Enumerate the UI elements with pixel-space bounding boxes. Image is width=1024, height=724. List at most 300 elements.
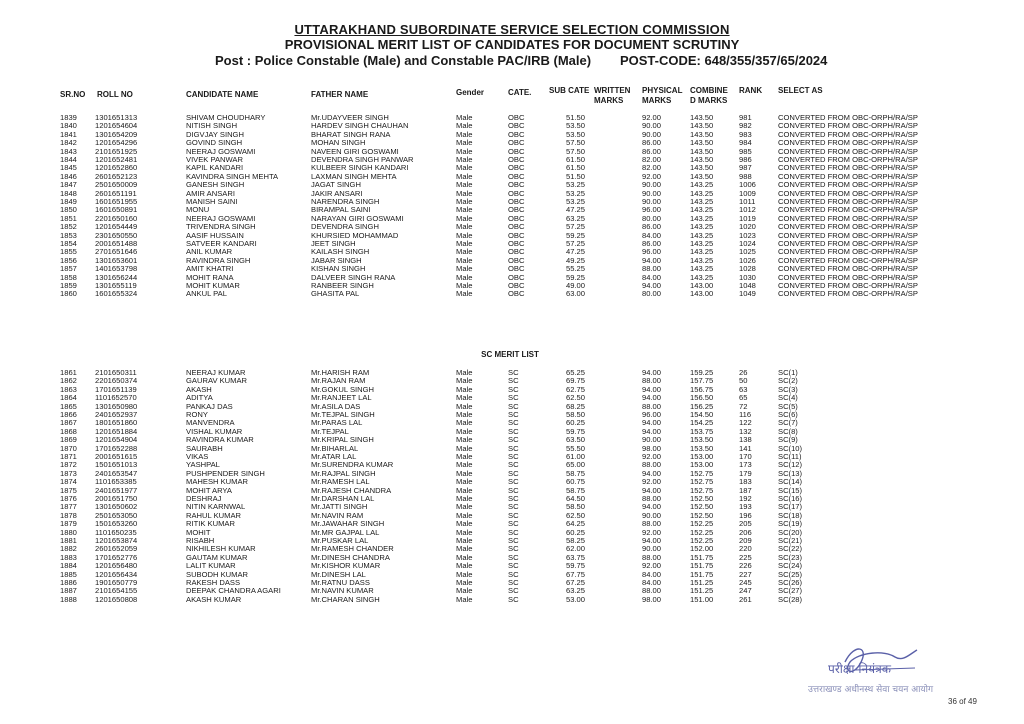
cell: Male [456,418,473,428]
col-combined-marks: COMBINE D MARKS [690,86,728,105]
cell: NIKHILESH KUMAR [186,544,256,554]
cell: 143.25 [690,230,714,240]
cell: Male [456,443,473,453]
cell: 2501650009 [95,180,138,190]
cell: 187 [739,485,752,495]
cell: 152.25 [690,536,714,545]
cell: 84.00 [642,569,662,579]
cell: 55.25 [566,264,586,274]
cell: 1857 [60,264,77,274]
cell: 1863 [60,384,77,394]
cell: SC(14) [778,477,803,487]
cell: 1880 [60,527,77,537]
cell: 1851 [60,213,77,223]
cell: SC(26) [778,578,803,587]
cell: OBC [508,222,525,232]
cell: Mr.RAMESH LAL [311,477,370,487]
cell: 92.00 [642,561,662,571]
cell: 152.50 [690,494,714,503]
cell: Male [456,281,473,290]
cell: SC(17) [778,502,803,512]
cell: SC [508,536,519,545]
cell: LALIT KUMAR [186,561,236,571]
cell: Male [456,180,473,190]
cell: 1020 [739,222,756,232]
col-physical-marks: PHYSICAL MARKS [642,86,683,105]
cell: 1701652288 [95,443,138,453]
cell: OBC [508,281,525,290]
cell: 49.00 [566,281,586,290]
cell: Male [456,527,473,537]
cell: 2201650374 [95,376,138,386]
cell: 2201650160 [95,213,138,223]
cell: 1049 [739,289,756,299]
cell: CONVERTED FROM OBC-ORPH/RA/SP [778,239,918,248]
cell: OBC [508,113,525,122]
cell: 1861 [60,368,77,377]
cell: Male [456,146,473,156]
cell: 1841 [60,129,77,139]
cell: OBC [508,188,525,198]
cell: 151.75 [690,569,714,579]
cell: 57.50 [566,146,586,156]
cell: 90.00 [642,544,662,554]
cell: SC(6) [778,410,798,419]
cell: 1868 [60,426,77,436]
cell: 94.00 [642,384,662,394]
cell: NARENDRA SINGH [311,197,380,206]
cell: JAKIR ANSARI [311,188,363,198]
cell: 1201651884 [95,426,138,436]
cell: Male [456,222,473,232]
cell: 2001651615 [95,452,138,461]
cell: NEERAJ GOSWAMI [186,146,256,156]
cell: 50 [739,376,748,386]
col-father-name: FATHER NAME [311,90,369,99]
cell: Mr.JATTI SINGH [311,502,368,512]
cell: GAUTAM KUMAR [186,552,248,562]
cell: 80.00 [642,213,662,223]
cell: 143.50 [690,121,714,131]
cell: OBC [508,213,525,223]
cell: Mr.ASILA DAS [311,401,361,411]
cell: SAURABH [186,443,223,453]
cell: 72 [739,401,748,411]
cell: 981 [739,113,752,122]
cell: CONVERTED FROM OBC-ORPH/RA/SP [778,289,918,299]
cell: 1048 [739,281,756,290]
cell: 1874 [60,477,77,487]
cell: 55.50 [566,443,586,453]
cell: DIGVJAY SINGH [186,129,244,139]
cell: 122 [739,418,752,428]
cell: OBC [508,264,525,274]
cell: MANVENDRA [186,418,235,428]
cell: Mr.NAVIN RAM [311,510,364,520]
cell: 1301650602 [95,502,138,512]
cell: SC(25) [778,569,803,579]
cell: 1843 [60,146,77,156]
cell: 1030 [739,272,756,282]
cell: 1101652570 [95,393,137,403]
cell: 47.25 [566,205,586,215]
cell: 2601652123 [95,171,138,181]
col-category: CATE. [508,88,532,97]
cell: 1301656244 [95,272,138,282]
cell: 143.50 [690,163,714,173]
cell: 60.25 [566,418,586,428]
cell: CONVERTED FROM OBC-ORPH/RA/SP [778,155,918,164]
cell: 143.25 [690,272,714,282]
cell: 156.75 [690,384,714,394]
cell: 1884 [60,561,77,571]
cell: Mr.RAJAN RAM [311,376,366,386]
cell: Mr.JAWAHAR SINGH [311,519,385,529]
cell: 94.00 [642,468,662,478]
cell: 193 [739,502,752,512]
cell: SC [508,477,519,487]
cell: SC [508,418,519,428]
cell: 138 [739,435,752,445]
cell: Mr.HARISH RAM [311,368,370,377]
cell: Male [456,188,473,198]
cell: Male [456,569,473,579]
cell: Male [456,426,473,436]
cell: RONY [186,410,208,419]
cell: SC(24) [778,561,803,571]
cell: 1201654904 [95,435,138,445]
cell: 90.00 [642,435,662,445]
cell: 63.25 [566,213,586,223]
cell: 225 [739,552,752,562]
cell: Mr.SURENDRA KUMAR [311,460,394,470]
cell: SC [508,502,519,512]
cell: 2001651488 [95,239,138,248]
cell: 143.25 [690,247,714,257]
cell: Male [456,255,473,265]
cell: 1867 [60,418,77,428]
cell: 985 [739,146,752,156]
cell: Male [456,289,473,299]
cell: SC [508,510,519,520]
cell: 2301650550 [95,230,138,240]
cell: 1866 [60,410,77,419]
cell: NARAYAN GIRI GOSWAMI [311,213,404,223]
cell: 61.50 [566,163,586,173]
cell: 2401653547 [95,468,138,478]
cell: SC [508,519,519,529]
col-rank: RANK [739,86,763,95]
cell: CONVERTED FROM OBC-ORPH/RA/SP [778,264,918,274]
cell: DALVEER SINGH RANA [311,272,396,282]
table-row [0,596,1024,604]
commission-name: UTTARAKHAND SUBORDINATE SERVICE SELECTION COMMISSION [294,22,730,37]
cell: Male [456,247,473,257]
cell: RAKESH DASS [186,578,241,587]
cell: GANESH SINGH [186,180,245,190]
col-subcategory: SUB CATE [549,86,590,95]
cell: 1882 [60,544,77,554]
cell: 94.00 [642,426,662,436]
cell: 51.50 [566,113,586,122]
cell: AMIT KHATRI [186,264,234,274]
cell: 82.00 [642,155,662,164]
cell: CONVERTED FROM OBC-ORPH/RA/SP [778,281,918,290]
cell: Mr.RATNU DASS [311,578,370,587]
cell: OBC [508,197,525,206]
cell: ANIL KUMAR [186,247,233,257]
cell: Mr.GOKUL SINGH [311,384,375,394]
cell: 1024 [739,239,756,248]
cell: 49.25 [566,255,586,265]
cell: 1876 [60,494,77,503]
cell: Male [456,460,473,470]
page-number: 36 of 49 [948,697,977,706]
cell: SC(22) [778,544,803,554]
cell: 1201652481 [95,155,138,164]
col-candidate-name: CANDIDATE NAME [186,90,259,99]
cell: 88.00 [642,264,662,274]
cell: 53.25 [566,188,586,198]
cell: MOHIT KUMAR [186,281,240,290]
cell: SC [508,485,519,495]
cell: 1011 [739,197,756,206]
cell: OBC [508,129,525,139]
cell: Male [456,561,473,571]
cell: Male [456,502,473,512]
cell: 90.00 [642,510,662,520]
cell: CONVERTED FROM OBC-ORPH/RA/SP [778,138,918,148]
cell: 88.00 [642,519,662,529]
cell: SC [508,368,519,377]
cell: 1840 [60,121,77,131]
cell: Male [456,410,473,419]
cell: 1852 [60,222,77,232]
cell: CONVERTED FROM OBC-ORPH/RA/SP [778,272,918,282]
cell: 47.25 [566,247,586,257]
cell: 65 [739,393,748,403]
cell: 88.00 [642,376,662,386]
cell: 62.50 [566,393,586,403]
cell: 205 [739,519,752,529]
cell: VIKAS [186,452,209,461]
cell: 92.00 [642,452,662,461]
cell: Male [456,155,473,164]
cell: 62.75 [566,384,586,394]
cell: 60.25 [566,527,586,537]
cell: RAHUL KUMAR [186,510,241,520]
cell: 143.50 [690,146,714,156]
cell: 153.50 [690,435,714,445]
cell: 153.00 [690,452,714,461]
cell: 58.75 [566,468,586,478]
cell: 59.25 [566,272,586,282]
cell: 153.00 [690,460,714,470]
cell: OBC [508,247,525,257]
cell: Male [456,129,473,139]
cell: Male [456,468,473,478]
cell: SC(21) [778,536,803,545]
col-gender: Gender [456,88,485,97]
cell: 90.00 [642,121,662,131]
cell: 92.00 [642,171,662,181]
cell: 94.00 [642,255,662,265]
cell: Male [456,138,473,148]
cell: 94.00 [642,281,662,290]
cell: 1501651013 [95,460,138,470]
cell: 247 [739,586,752,596]
cell: 1301654209 [95,129,138,139]
cell: 1842 [60,138,77,148]
cell: 96.00 [642,410,662,419]
cell: 179 [739,468,752,478]
cell: 151.25 [690,586,714,596]
cell: 57.25 [566,222,586,232]
cell: 143.50 [690,171,714,181]
cell: 209 [739,536,752,545]
cell: 90.00 [642,180,662,190]
cell: 2001651750 [95,494,138,503]
cell: 1201654604 [95,121,138,131]
cell: 1856 [60,255,77,265]
cell: 80.00 [642,289,662,299]
cell: SC(8) [778,426,798,436]
cell: OBC [508,239,525,248]
cell: Male [456,578,473,587]
signature-title: परीक्षा नियंत्रक [828,662,891,676]
cell: 61.50 [566,155,586,164]
cell: Male [456,230,473,240]
cell: OBC [508,121,525,131]
cell: 62.50 [566,510,586,520]
table-row [0,290,1024,298]
cell: 152.00 [690,544,714,554]
cell: SC(19) [778,519,803,529]
cell: AMIR ANSARI [186,188,235,198]
cell: 1009 [739,188,756,198]
cell: OBC [508,146,525,156]
cell: 1879 [60,519,77,529]
cell: SC(12) [778,460,803,470]
cell: 86.00 [642,222,662,232]
cell: CONVERTED FROM OBC-ORPH/RA/SP [778,163,918,173]
cell: GOVIND SINGH [186,138,243,148]
cell: RISABH [186,536,215,545]
cell: 1401653798 [95,264,138,274]
cell: 84.00 [642,578,662,587]
cell: 183 [739,477,752,487]
col-select-as: SELECT AS [778,86,823,95]
cell: 2701651646 [95,247,138,257]
cell: 51.50 [566,171,586,181]
cell: 94.00 [642,502,662,512]
cell: 983 [739,129,752,139]
cell: Mr.KISHOR KUMAR [311,561,381,571]
cell: Mr.DINESH LAL [311,569,366,579]
cell: 1849 [60,197,77,206]
cell: MOHIT [186,527,211,537]
cell: Male [456,552,473,562]
cell: OBC [508,272,525,282]
cell: PUSHPENDER SINGH [186,468,265,478]
cell: 2401652937 [95,410,138,419]
cell: 59.25 [566,230,586,240]
cell: Male [456,213,473,223]
cell: 1301651313 [95,113,138,122]
cell: 245 [739,578,752,587]
cell: 1848 [60,188,77,198]
cell: 132 [739,426,752,436]
cell: OBC [508,171,525,181]
cell: 58.25 [566,536,586,545]
cell: Mr.PARAS LAL [311,418,363,428]
cell: SC(1) [778,368,798,377]
cell: SC(16) [778,494,803,503]
cell: 143.25 [690,213,714,223]
cell: Male [456,368,473,377]
cell: 192 [739,494,752,503]
cell: CONVERTED FROM OBC-ORPH/RA/SP [778,247,918,257]
cell: KULBEER SINGH KANDARI [311,163,409,173]
cell: OBC [508,205,525,215]
cell: 151.75 [690,561,714,571]
cell: 156.25 [690,401,714,411]
cell: SC(10) [778,443,803,453]
cell: OBC [508,138,525,148]
cell: SC(11) [778,452,802,461]
cell: Male [456,485,473,495]
cell: 1201654296 [95,138,138,148]
cell: 57.50 [566,138,586,148]
cell: CONVERTED FROM OBC-ORPH/RA/SP [778,197,918,206]
cell: Male [456,197,473,206]
cell: GAURAV KUMAR [186,376,248,386]
cell: 84.00 [642,272,662,282]
cell: HARDEV SINGH CHAUHAN [311,121,409,131]
cell: 1888 [60,594,77,604]
cell: Mr.CHARAN SINGH [311,594,380,604]
commission-hindi-name: उत्तराखण्ड अधीनस्थ सेवा चयन आयोग [808,685,934,695]
cell: 986 [739,155,752,164]
cell: 1871 [60,452,77,461]
cell: 2101650311 [95,368,137,377]
cell: 59.75 [566,426,586,436]
cell: 152.50 [690,510,714,520]
cell: 170 [739,452,752,461]
cell: 63.00 [566,289,586,299]
cell: 65.00 [566,460,586,470]
cell: SC [508,561,519,571]
cell: 2501653050 [95,510,138,520]
cell: CONVERTED FROM OBC-ORPH/RA/SP [778,121,918,131]
cell: 96.00 [642,205,662,215]
cell: SHIVAM CHOUDHARY [186,113,266,122]
cell: 88.00 [642,586,662,596]
cell: OBC [508,230,525,240]
cell: SC [508,393,519,403]
cell: 154.25 [690,418,714,428]
cell: RAVINDRA KUMAR [186,435,254,445]
cell: JABAR SINGH [311,255,362,265]
cell: CONVERTED FROM OBC-ORPH/RA/SP [778,171,918,181]
cell: JEET SINGH [311,239,356,248]
cell: Male [456,401,473,411]
cell: MAHESH KUMAR [186,477,249,487]
cell: KAILASH SINGH [311,247,370,257]
cell: 53.50 [566,129,586,139]
cell: SC(9) [778,435,798,445]
cell: 96.00 [642,247,662,257]
